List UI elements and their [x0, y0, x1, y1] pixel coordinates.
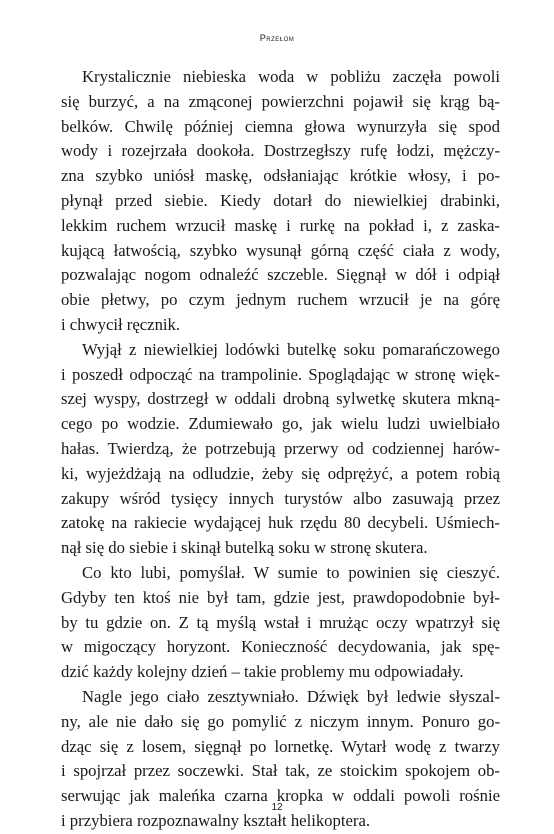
text-line: wody i rozejrzała dookoła. Dostrzegłszy rufę łodzi, mężczy- [61, 141, 500, 161]
text-line: by tu gdzie on. Z tą myślą wstał i mrużąc oczy wpatrzył się [61, 612, 500, 632]
text-line: belków. Chwilę później ciemna głowa wynurzyła się spod [61, 116, 500, 136]
text-line: szej wyspy, dostrzegł w oddali drobną sylwetkę skutera mkną- [61, 389, 500, 409]
text-line: nął się do siebie i skinął butelką soku w stronę skutera. [61, 538, 428, 558]
text-line: obie płetwy, po czym jednym ruchem wrzucił je na górę [61, 290, 500, 310]
body-text [61, 65, 500, 834]
text-line: Gdyby ten ktoś nie był tam, gdzie jest, prawdopodobnie był- [61, 587, 500, 607]
text-line: lekkim ruchem wrzucił maskę i rurkę na pokład i, z zaska- [61, 215, 500, 235]
paragraph [61, 561, 500, 685]
text-line: i spojrzał przez soczewki. Stał tak, ze stoickim spokojem ob- [61, 761, 500, 781]
text-line: się burzyć, a na zmąconej powierzchni pojawił się krąg bą- [61, 91, 500, 111]
text-line: płynął przed siebie. Kiedy dotarł do niewielkiej drabinki, [61, 190, 500, 210]
text-line: i chwycił ręcznik. [61, 314, 181, 334]
text-line: zatokę na rakiecie wydającej huk rzędu 80 decybeli. Uśmiech- [61, 513, 500, 533]
text-line: dzić każdy kolejny dzień – takie problemy mu odpowiadały. [61, 662, 464, 682]
text-line: kującą łatwością, szybko wysunął górną część ciała z wody, [61, 240, 500, 260]
text-line: Nagle jego ciało zesztywniało. Dźwięk był ledwie słyszal- [82, 686, 500, 706]
text-line: serwując jak maleńka czarna kropka w oddali powoli rośnie [61, 786, 500, 806]
running-head: Przełom [259, 33, 295, 43]
text-line: Co kto lubi, pomyślał. W sumie to powinien się cieszyć. [82, 562, 500, 582]
text-line: cego po wodzie. Zdumiewało go, jak wielu ludzi uwielbiało [61, 414, 500, 434]
text-line: i przybiera rozpoznawalny kształt helikoptera. [61, 810, 371, 830]
paragraph [61, 65, 500, 338]
text-line: Wyjął z niewielkiej lodówki butelkę soku pomarańczowego [82, 339, 500, 359]
text-line: ki, wyjeżdżają na odludzie, żeby się odprężyć, a potem robią [61, 463, 500, 483]
text-line: i poszedł odpocząć na trampolinie. Spoglądając w stronę więk- [61, 364, 500, 384]
page-number: 12 [271, 802, 283, 813]
text-line: hałas. Twierdzą, że potrzebują przerwy od codziennej harów- [61, 438, 500, 458]
text-line: zakupy wśród tysięcy innych turystów albo zasuwają przez [61, 488, 500, 508]
text-line: Krystalicznie niebieska woda w pobliżu zaczęła powoli [82, 67, 500, 86]
text-line: zna szybko uniósł maskę, odsłaniając krótkie włosy, i po- [61, 166, 500, 186]
paragraph [61, 338, 500, 561]
text-line: pozwalając nogom odnaleźć szczeble. Sięgnął w dół i odpiął [61, 265, 500, 285]
text-line: w migoczący horyzont. Konieczność decydowania, jak spę- [61, 637, 500, 657]
text-line: dząc się z losem, sięgnął po lornetkę. Wytarł wodę z twarzy [61, 736, 500, 756]
text-line: ny, ale nie dało się go pomylić z niczym innym. Ponuro go- [61, 711, 500, 731]
